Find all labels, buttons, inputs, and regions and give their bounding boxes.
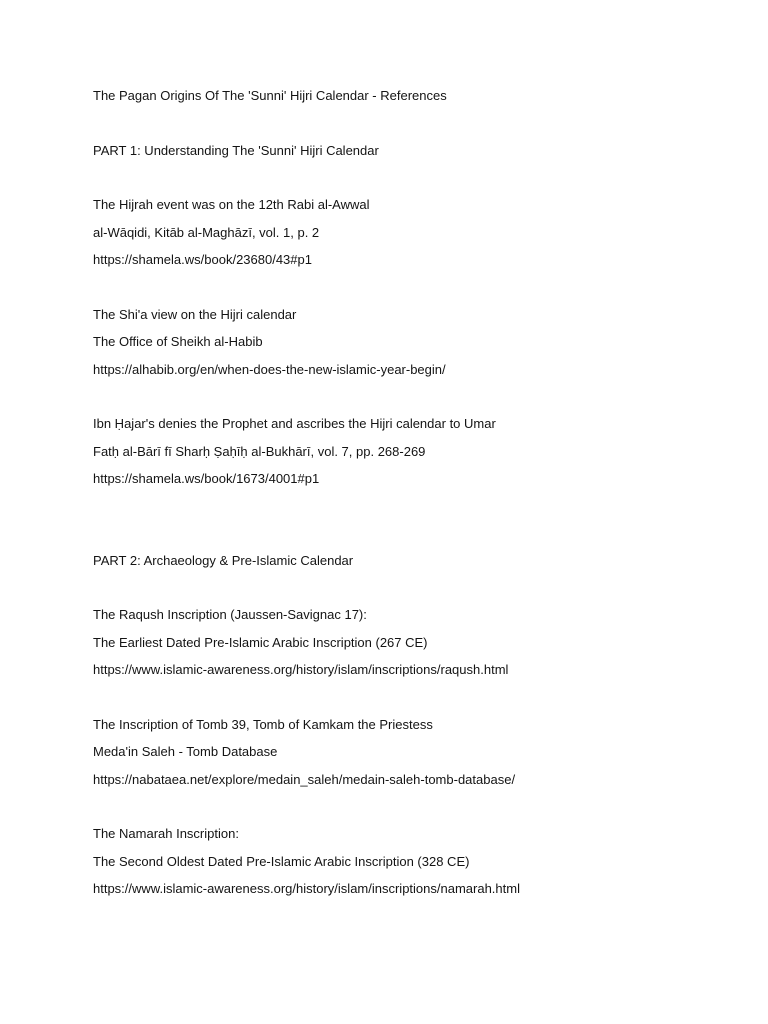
- ref-raqush-url: https://www.islamic-awareness.org/history/islam/inscriptions/raqush.html: [93, 662, 509, 677]
- ref-shia-view-url: https://alhabib.org/en/when-does-the-new-islamic-year-begin/: [93, 362, 446, 377]
- ref-shia-view-title: The Shi'a view on the Hijri calendar: [93, 307, 297, 322]
- ref-ibn-hajar-url: https://shamela.ws/book/1673/4001#p1: [93, 471, 320, 486]
- part1-heading: PART 1: Understanding The 'Sunni' Hijri Calendar: [93, 143, 379, 158]
- ref-raqush-source: The Earliest Dated Pre-Islamic Arabic Inscription (267 CE): [93, 635, 428, 650]
- ref-hijrah-date-url: https://shamela.ws/book/23680/43#p1: [93, 252, 312, 267]
- document-title: The Pagan Origins Of The 'Sunni' Hijri Calendar - References: [93, 88, 447, 103]
- part2-heading: PART 2: Archaeology & Pre-Islamic Calendar: [93, 553, 354, 568]
- ref-namarah-url: https://www.islamic-awareness.org/history/islam/inscriptions/namarah.html: [93, 881, 520, 896]
- ref-namarah-source: The Second Oldest Dated Pre-Islamic Arabic Inscription (328 CE): [93, 854, 470, 869]
- ref-namarah-title: The Namarah Inscription:: [93, 826, 239, 841]
- ref-tomb39-title: The Inscription of Tomb 39, Tomb of Kamkam the Priestess: [93, 717, 433, 732]
- ref-ibn-hajar-source: Fatḥ al-Bārī fī Sharḥ Ṣaḥīḥ al-Bukhārī, vol. 7, pp. 268-269: [93, 444, 426, 459]
- ref-ibn-hajar-title: Ibn Ḥajar's denies the Prophet and ascribes the Hijri calendar to Umar: [93, 416, 496, 431]
- ref-hijrah-date-title: The Hijrah event was on the 12th Rabi al-Awwal: [93, 197, 370, 212]
- ref-raqush-title: The Raqush Inscription (Jaussen-Savignac 17):: [93, 607, 367, 622]
- ref-tomb39-url: https://nabataea.net/explore/medain_saleh/medain-saleh-tomb-database/: [93, 772, 516, 787]
- ref-shia-view-source: The Office of Sheikh al-Habib: [93, 334, 263, 349]
- ref-hijrah-date-source: al-Wāqidi, Kitāb al-Maghāzī, vol. 1, p. 2: [93, 225, 320, 240]
- ref-tomb39-source: Meda'in Saleh - Tomb Database: [93, 744, 278, 759]
